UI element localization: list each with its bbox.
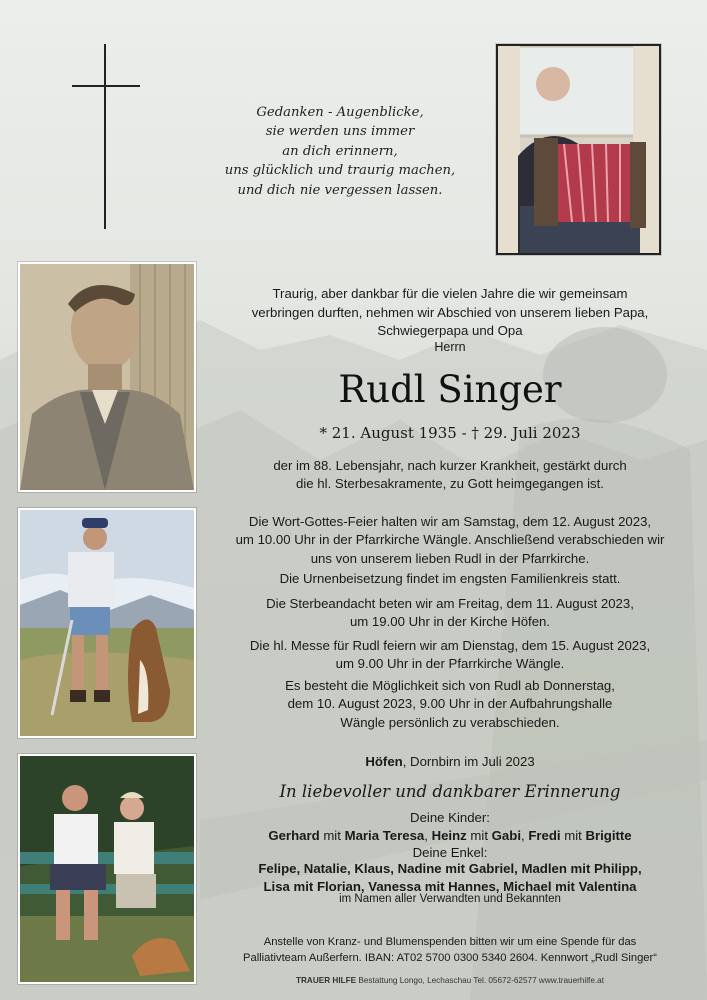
- place-town: Höfen: [365, 754, 403, 769]
- donation-text: [230, 934, 670, 966]
- memory-heading: In liebevoller und dankbarer Erinnerung: [279, 782, 621, 801]
- poem: [200, 103, 480, 200]
- service-line: Die Wort-Gottes-Feier halten wir am Samstag, dem 12. August 2023,: [248, 514, 652, 529]
- connector: ,: [520, 828, 529, 843]
- children-names: [230, 827, 670, 845]
- child-name: Fredi: [528, 828, 561, 843]
- donation-line: Anstelle von Kranz- und Blumenspenden bitten wir um eine Spende für das: [263, 936, 637, 948]
- viewing-line: Wängle persönlich zu verabschieden.: [340, 714, 560, 730]
- prayer-line: Die Sterbeandacht beten wir am Freitag, dem 11. August 2023,: [266, 596, 634, 611]
- connector: mit: [560, 828, 586, 843]
- accordion-photo: [496, 44, 661, 255]
- urn-text: Die Urnenbeisetzung findet im engsten Familienkreis statt.: [279, 571, 621, 586]
- mass-line: um 9.00 Uhr in der Pfarrkirche Wängle.: [335, 656, 565, 672]
- footer-contact: Bestattung Longo, Lechaschau Tel. 05672-62577 www.trauerhilfe.at: [356, 976, 604, 985]
- donation-line: Palliativteam Außerfern. IBAN: AT02 5700 0300 5340 2604. Kennwort „Rudl Singer“: [243, 952, 657, 964]
- cross-vertical-bar: [104, 44, 106, 229]
- place-date: [230, 753, 670, 771]
- service-line: um 10.00 Uhr in der Pfarrkirche Wängle. Anschließend verabschieden wir: [235, 532, 665, 548]
- connector: mit: [466, 828, 492, 843]
- viewing-line: Es besteht die Möglichkeit sich von Rudl ab Donnerstag,: [285, 678, 615, 693]
- service-line: uns von unserem lieben Rudl in der Pfarrkirche.: [310, 550, 590, 566]
- poem-line: sie werden uns immer: [265, 124, 415, 140]
- children-heading: Deine Kinder:: [410, 810, 490, 825]
- footer-brand: TRAUER HILFE: [296, 976, 357, 985]
- child-name: Brigitte: [585, 828, 632, 843]
- portrait-young-photo: [18, 262, 196, 492]
- grandchildren-names: [230, 860, 670, 897]
- cross-horizontal-bar: [72, 85, 140, 87]
- prayer-line: um 19.00 Uhr in der Kirche Höfen.: [349, 614, 551, 630]
- life-dates: * 21. August 1935 - † 29. Juli 2023: [319, 424, 581, 442]
- grandchildren-heading: Deine Enkel:: [412, 845, 488, 860]
- viewing-line: dem 10. August 2023, 9.00 Uhr in der Aufbahrungshalle: [287, 696, 613, 712]
- salutation: Herrn: [434, 340, 466, 354]
- intro-text: [230, 285, 670, 341]
- intro-line: Schwiegerpapa und Opa: [377, 323, 523, 338]
- child-name: Gabi: [491, 828, 521, 843]
- footer: [200, 976, 700, 985]
- passing-line: der im 88. Lebensjahr, nach kurzer Krankheit, gestärkt durch: [273, 458, 627, 473]
- mass-text: [230, 637, 670, 674]
- connector: mit: [319, 828, 345, 843]
- intro-line: Traurig, aber dankbar für die vielen Jahre die wir gemeinsam: [272, 286, 628, 301]
- child-name: Gerhard: [268, 828, 320, 843]
- mass-line: Die hl. Messe für Rudl feiern wir am Dienstag, dem 15. August 2023,: [249, 638, 651, 653]
- intro-line: verbringen durften, nehmen wir Abschied von unserem lieben Papa,: [251, 304, 649, 320]
- prayer-text: [230, 595, 670, 632]
- poem-line: und dich nie vergessen lassen.: [237, 182, 443, 198]
- poem-line: Gedanken - Augenblicke,: [256, 105, 424, 120]
- grandchildren-line: Lisa mit Florian, Vanessa mit Hannes, Michael mit Valentina: [263, 879, 637, 895]
- passing-line: die hl. Sterbesakramente, zu Gott heimgegangen ist.: [296, 476, 604, 492]
- deceased-name: Rudl Singer: [338, 368, 562, 411]
- grandchildren-line: Felipe, Natalie, Klaus, Nadine mit Gabriel, Madlen mit Philipp,: [258, 861, 642, 876]
- couple-bench-photo: [18, 754, 196, 984]
- poem-line: an dich erinnern,: [282, 143, 398, 159]
- service-text: [230, 513, 670, 568]
- viewing-text: [230, 677, 670, 732]
- relatives-text: im Namen aller Verwandten und Bekannten: [339, 893, 561, 905]
- place-rest: , Dornbirn im Juli 2023: [402, 754, 535, 769]
- passing-text: [230, 457, 670, 494]
- child-name: Maria Teresa: [344, 828, 425, 843]
- hiking-dog-photo: [18, 508, 196, 738]
- connector: ,: [424, 828, 432, 843]
- child-name: Heinz: [431, 828, 467, 843]
- poem-line: uns glücklich und traurig machen,: [224, 163, 456, 179]
